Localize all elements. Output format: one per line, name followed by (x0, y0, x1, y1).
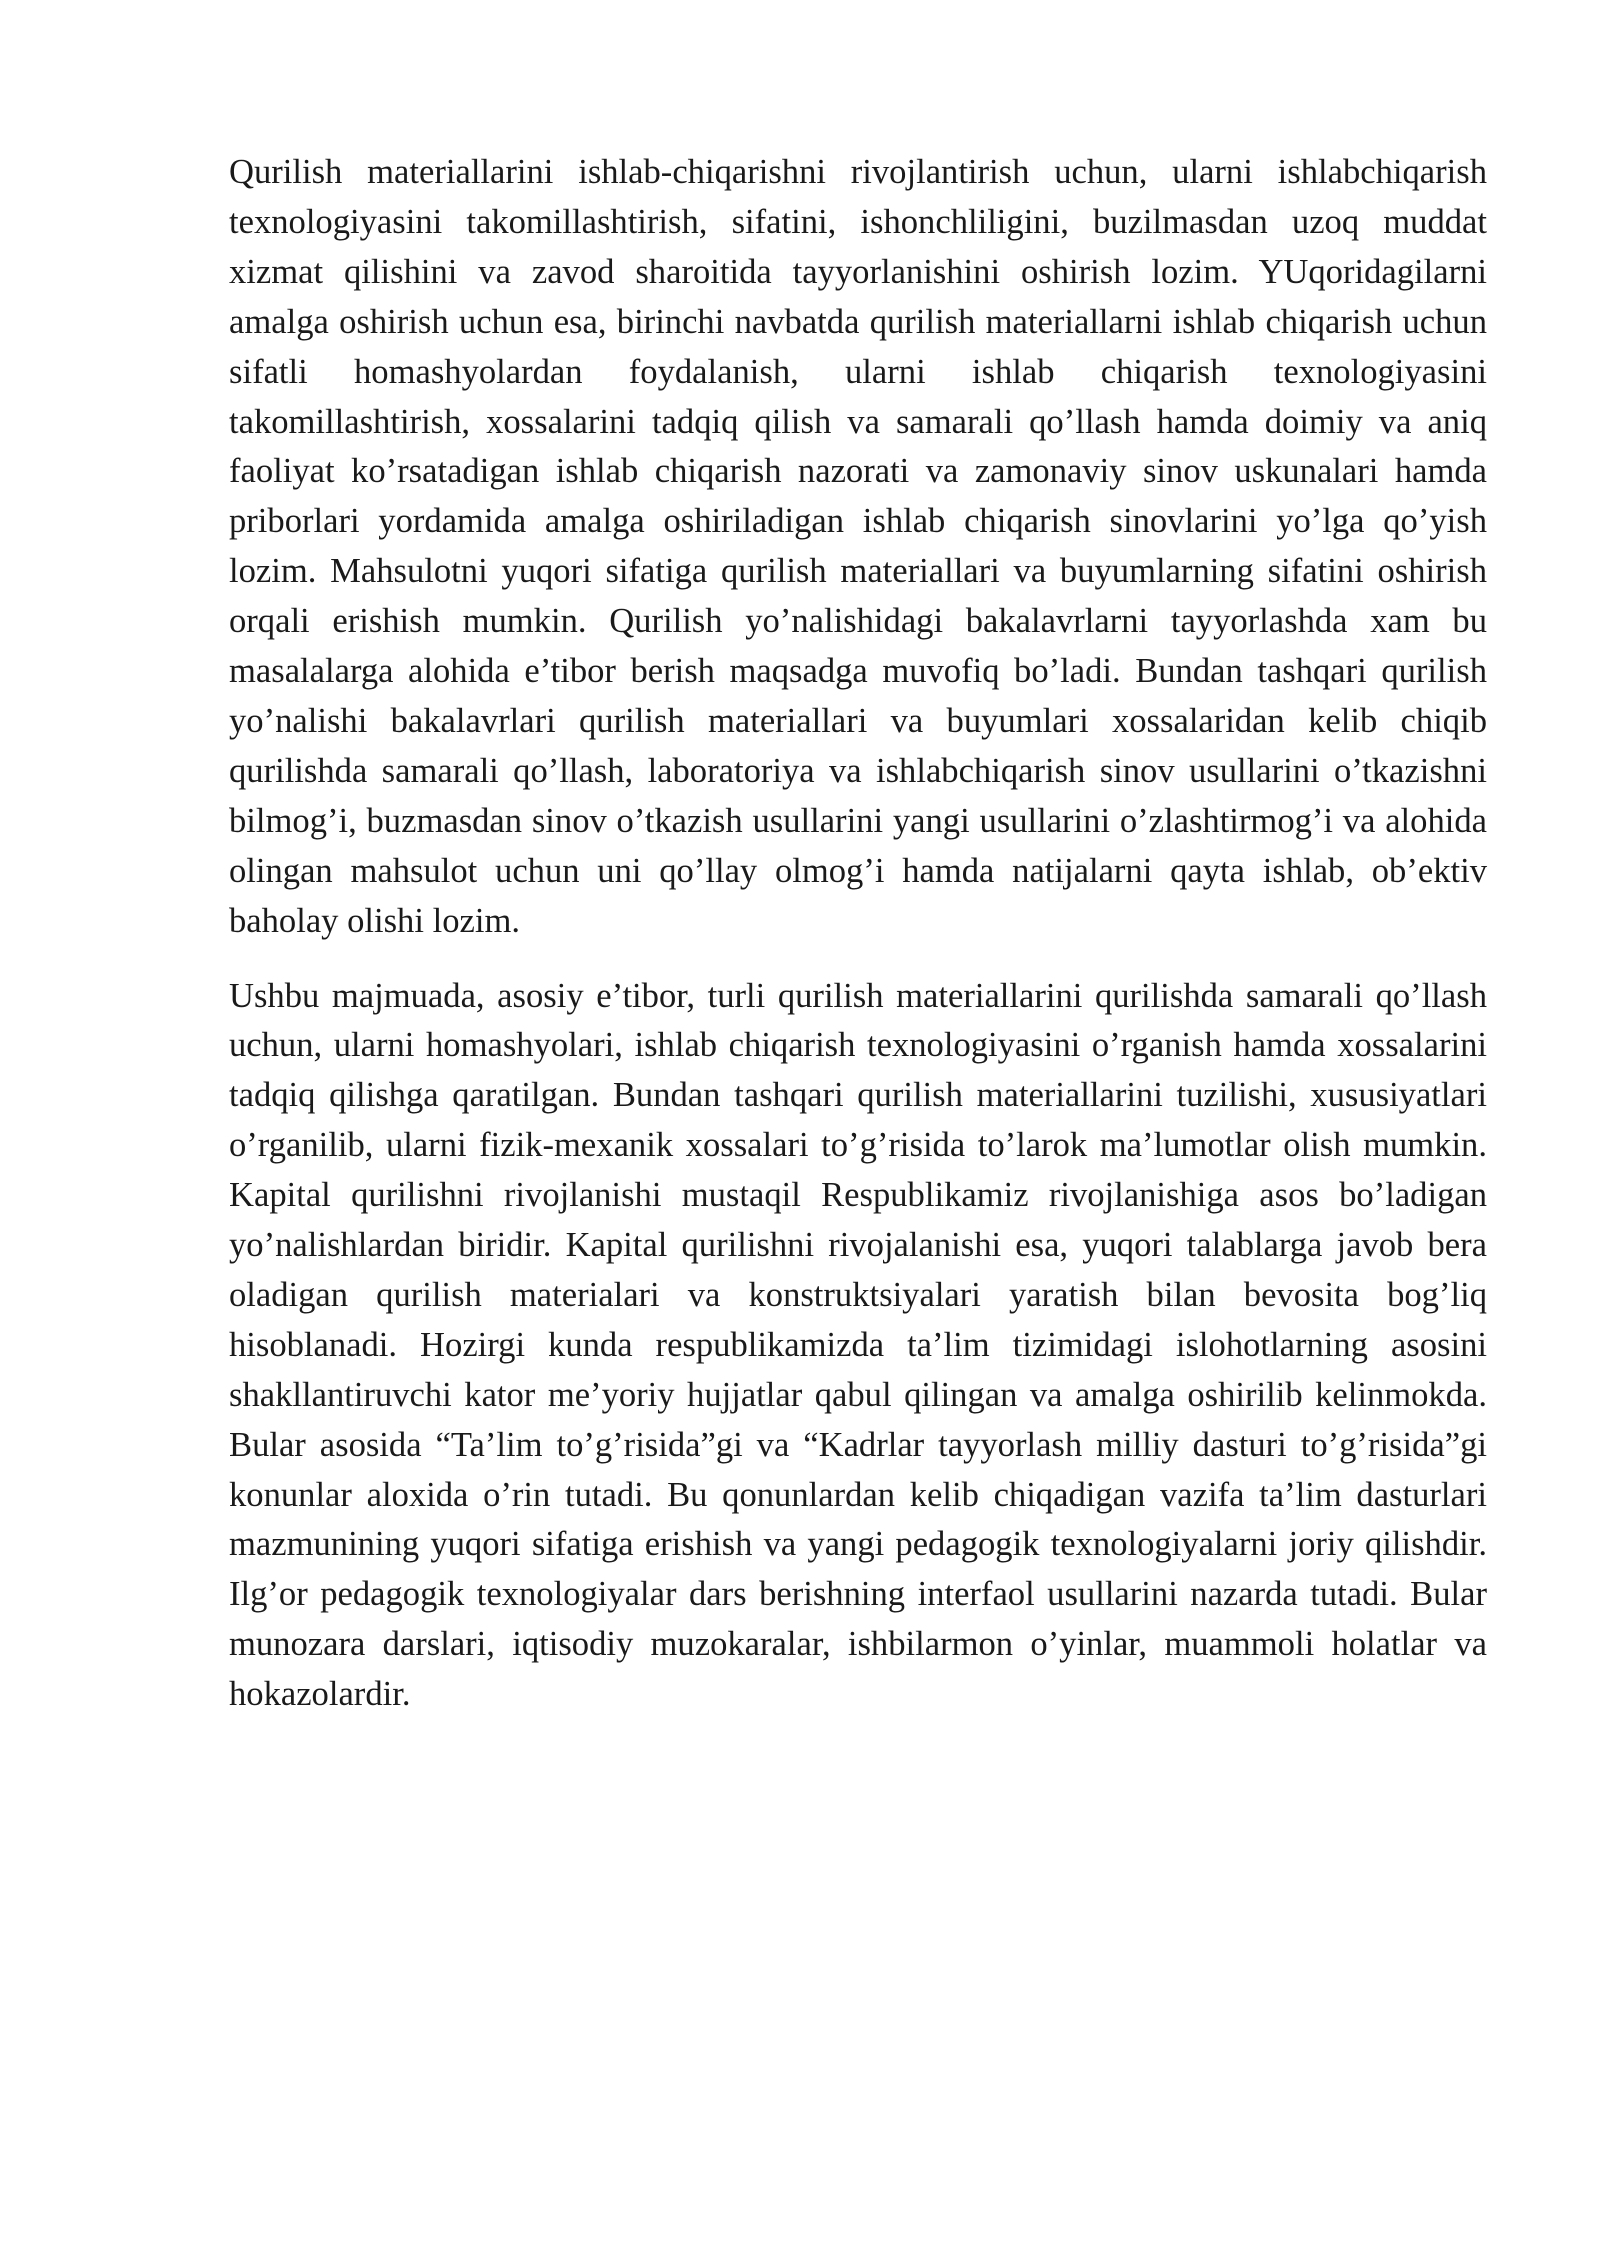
document-body (229, 148, 1487, 1720)
paragraph-1: Qurilish materiallarini ishlab-chiqarishni rivojlantirish uchun, ularni ishlabchiqarish texnologiyasini takomillashtirish, sifatini, ishonchliligini, buzilmasdan uzoq muddat xizmat qilishini va zavod sharoitida tayyorlanishini oshirish lozim. YUqoridagilarni amalga oshirish uchun esa, birinchi navbatda qurilish materiallarni ishlab chiqarish uchun sifatli homashyolardan foydalanish, ularni ishlab chiqarish texnologiyasini takomillashtirish, xossalarini tadqiq qilish va samarali qo’llash hamda doimiy va aniq faoliyat ko’rsatadigan ishlab chiqarish nazorati va zamonaviy sinov uskunalari hamda priborlari yordamida amalga oshiriladigan ishlab chiqarish sinovlarini yo’lga qo’yish lozim. Mahsulotni yuqori sifatiga qurilish materiallari va buyumlarning sifatini oshirish orqali erishish mumkin. Qurilish yo’nalishidagi bakalavrlarni tayyorlashda xam bu masalalarga alohida e’tibor berish maqsadga muvofiq bo’ladi. Bundan tashqari qurilish yo’nalishi bakalavrlari qurilish materiallari va buyumlari xossalaridan kelib chiqib qurilishda samarali qo’llash, laboratoriya va ishlabchiqarish sinov usullarini o’tkazishni bilmog’i, buzmasdan sinov o’tkazish usullarini yangi usullarini o’zlashtirmog’i va alohida olingan mahsulot uchun uni qo’llay olmog’i hamda natijalarni qayta ishlab, ob’ektiv baholay olishi lozim. (229, 153, 1487, 940)
paragraph-2: Ushbu majmuada, asosiy e’tibor, turli qurilish materiallarini qurilishda samarali qo’llash uchun, ularni homashyolari, ishlab chiqarish texnologiyasini o’rganish hamda xossalarini tadqiq qilishga qaratilgan. Bundan tashqari qurilish materiallarini tuzilishi, xususiyatlari o’rganilib, ularni fizik-mexanik xossalari to’g’risida to’larok ma’lumotlar olish mumkin. Kapital qurilishni rivojlanishi mustaqil Respublikamiz rivojlanishiga asos bo’ladigan yo’nalishlardan biridir. Kapital qurilishni rivojalanishi esa, yuqori talablarga javob bera oladigan qurilish materialari va konstruktsiyalari yaratish bilan bevosita bog’liq hisoblanadi. Hozirgi kunda respublikamizda ta’lim tizimidagi islohotlarning asosini shakllantiruvchi kator me’yoriy hujjatlar qabul qilingan va amalga oshirilib kelinmokda. Bular asosida “Ta’lim to’g’risida”gi va “Kadrlar tayyorlash milliy dasturi to’g’risida”gi konunlar aloxida o’rin tutadi. Bu qonunlardan kelib chiqadigan vazifa ta’lim dasturlari mazmunining yuqori sifatiga erishish va yangi pedagogik texnologiyalarni joriy qilishdir. Ilg’or pedagogik texnologiyalar dars berishning interfaol usullarini nazarda tutadi. Bular munozara darslari, iqtisodiy muzokaralar, ishbilarmon o’yinlar, muammoli holatlar va hokazolardir. (229, 976, 1487, 1714)
